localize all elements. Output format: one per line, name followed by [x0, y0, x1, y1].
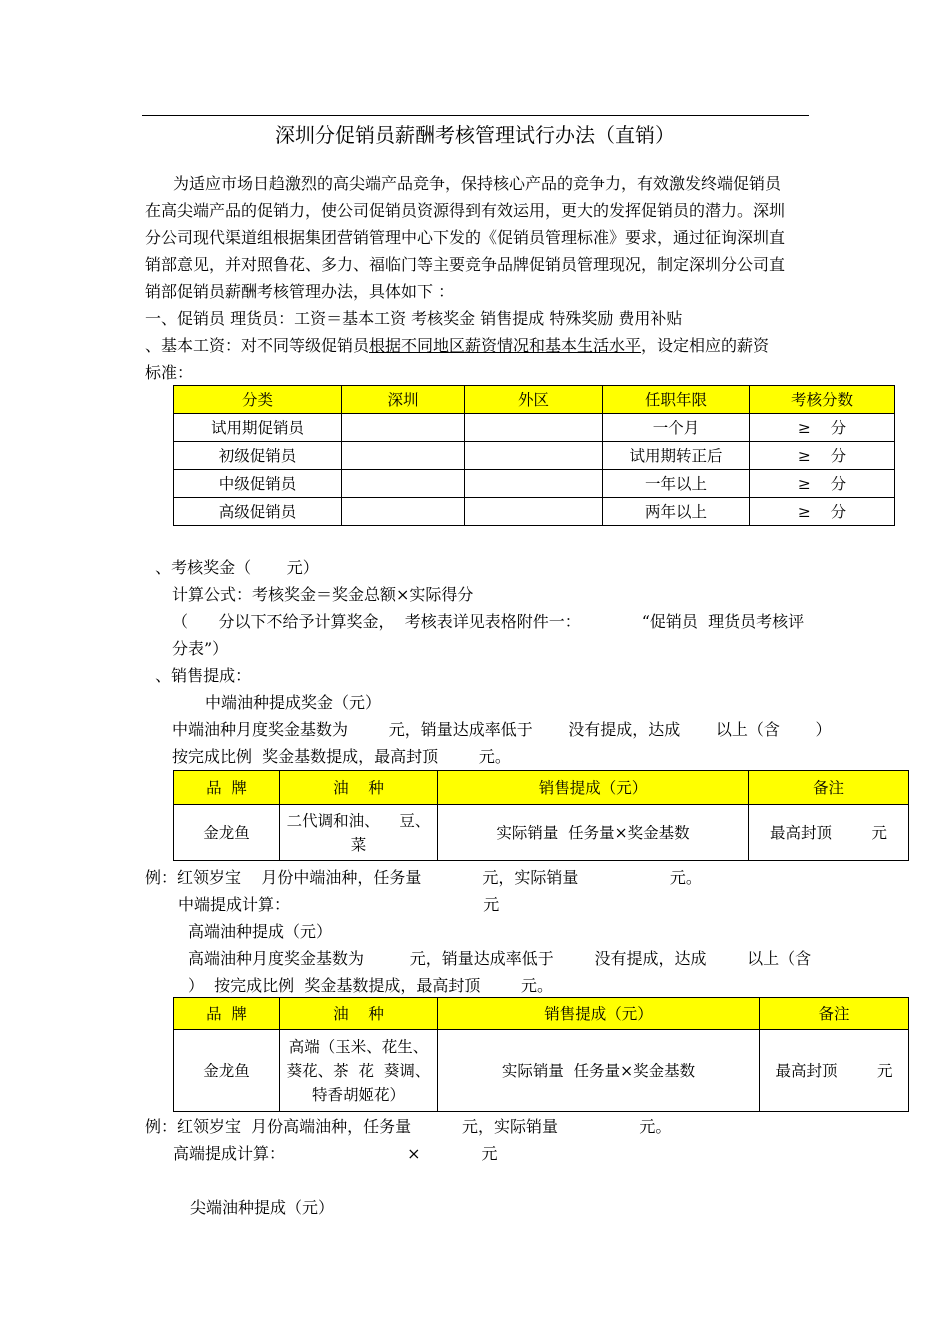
header-cell: 品 牌 [174, 998, 280, 1030]
header-cell: 分类 [174, 386, 342, 414]
high-end-rule: ） 按完成比例 奖金基数提成，最高封顶 元。 [188, 976, 554, 995]
basic-salary-suffix: ，设定相应的薪资 [641, 336, 770, 355]
table-row [174, 805, 909, 861]
grade-cell: 初级促销员 [174, 442, 342, 470]
table-header-row [174, 998, 909, 1030]
header-cell: 深圳 [342, 386, 465, 414]
other-region-cell [465, 442, 603, 470]
table-header-row [174, 771, 909, 805]
mid-range-rule: 中端油种月度奖金基数为 元，销量达成率低于 没有提成，达成 以上（含 ） [172, 720, 832, 739]
header-cell: 考核分数 [750, 386, 895, 414]
shenzhen-cell [342, 470, 465, 498]
header-cell: 任职年限 [603, 386, 750, 414]
basic-salary-line2: 标准： [145, 363, 194, 382]
header-cell: 销售提成（元） [438, 771, 749, 805]
remark-cell: 最高封顶 元 [749, 805, 909, 861]
intro-line: 销部促销员薪酬考核管理办法，具体如下 ： [145, 282, 455, 301]
mid-range-title: 中端油种提成奖金（元） [205, 693, 382, 712]
table-header-row [174, 386, 895, 414]
shenzhen-cell [342, 442, 465, 470]
high-end-commission-table [173, 997, 909, 1112]
other-region-cell [465, 414, 603, 442]
brand-cell: 金龙鱼 [174, 805, 280, 861]
table-row [174, 1030, 909, 1112]
table-row [174, 498, 895, 526]
commission-cell: 实际销量 任务量×奖金基数 [438, 805, 749, 861]
basic-salary-underlined: 根据不同地区薪资情况和基本生活水平 [369, 336, 642, 355]
score-cell: ≥ 分 [750, 414, 895, 442]
score-cell: ≥ 分 [750, 470, 895, 498]
high-end-title: 高端油种提成（元） [188, 922, 333, 941]
table-row [174, 470, 895, 498]
shenzhen-cell [342, 414, 465, 442]
example-line: 例：红领岁宝 月份中端油种，任务量 元，实际销量 元。 [145, 868, 702, 887]
other-region-cell [465, 470, 603, 498]
table-row [174, 442, 895, 470]
header-cell: 品 牌 [174, 771, 280, 805]
bonus-heading: 、考核奖金（ 元） [150, 558, 319, 577]
high-end-rule: 高端油种月度奖金基数为 元，销量达成率低于 没有提成，达成 以上（含 [188, 949, 812, 968]
commission-cell: 实际销量 任务量×奖金基数 [438, 1030, 760, 1112]
shenzhen-cell [342, 498, 465, 526]
bonus-note: 分表”） [172, 639, 229, 658]
header-cell: 备注 [760, 998, 909, 1030]
basic-salary-prefix: 、基本工资：对不同等级促销员 [145, 336, 370, 355]
oil-type-cell: 高端（玉米、花生、葵花、茶 花 葵调、特香胡姬花） [280, 1030, 438, 1112]
sales-commission-heading: 、销售提成： [150, 666, 252, 685]
score-cell: ≥ 分 [750, 442, 895, 470]
grade-cell: 试用期促销员 [174, 414, 342, 442]
document-title: 深圳分促销员薪酬考核管理试行办法（直销） [275, 123, 675, 147]
basic-salary-line [145, 333, 769, 359]
oil-type-cell: 二代调和油、 豆、菜 [280, 805, 438, 861]
tenure-cell: 试用期转正后 [603, 442, 750, 470]
grade-cell: 中级促销员 [174, 470, 342, 498]
bonus-note: （ 分以下不给予计算奖金， 考核表详见表格附件一： “促销员 理货员考核评 [172, 612, 805, 631]
intro-line: 销部意见，并对照鲁花、多力、福临门等主要竞争品牌促销员管理现况，制定深圳分公司直 [145, 255, 786, 274]
intro-line: 分公司现代渠道组根据集团营销管理中心下发的《促销员管理标准》要求，通过征询深圳直 [145, 228, 786, 247]
intro-line: 为适应市场日趋激烈的高尖端产品竞争，保持核心产品的竞争力，有效激发终端促销员 [173, 174, 782, 193]
top-rule [142, 115, 809, 116]
example-line: 例：红领岁宝 月份高端油种，任务量 元，实际销量 元。 [145, 1117, 672, 1136]
score-cell: ≥ 分 [750, 498, 895, 526]
example-line: 高端提成计算： × 元 [173, 1144, 498, 1163]
header-cell: 销售提成（元） [438, 998, 760, 1030]
example-line: 中端提成计算： 元 [178, 895, 500, 914]
brand-cell: 金龙鱼 [174, 1030, 280, 1112]
top-end-title: 尖端油种提成（元） [190, 1198, 335, 1217]
header-cell: 备注 [749, 771, 909, 805]
tenure-cell: 一年以上 [603, 470, 750, 498]
bonus-formula: 计算公式：考核奖金＝奖金总额×实际得分 [172, 585, 474, 604]
tenure-cell: 两年以上 [603, 498, 750, 526]
intro-line: 在高尖端产品的促销力，使公司促销员资源得到有效运用，更大的发挥促销员的潜力。深圳 [145, 201, 786, 220]
header-cell: 油 种 [280, 771, 438, 805]
mid-range-rule: 按完成比例 奖金基数提成，最高封顶 元。 [172, 747, 511, 766]
other-region-cell [465, 498, 603, 526]
mid-range-commission-table [173, 770, 909, 861]
header-cell: 油 种 [280, 998, 438, 1030]
salary-grade-table [173, 385, 895, 526]
remark-cell: 最高封顶 元 [760, 1030, 909, 1112]
header-cell: 外区 [465, 386, 603, 414]
table-row [174, 414, 895, 442]
grade-cell: 高级促销员 [174, 498, 342, 526]
tenure-cell: 一个月 [603, 414, 750, 442]
section-salary-structure: 一、促销员 理货员：工资＝基本工资 考核奖金 销售提成 特殊奖励 费用补贴 [145, 309, 683, 328]
